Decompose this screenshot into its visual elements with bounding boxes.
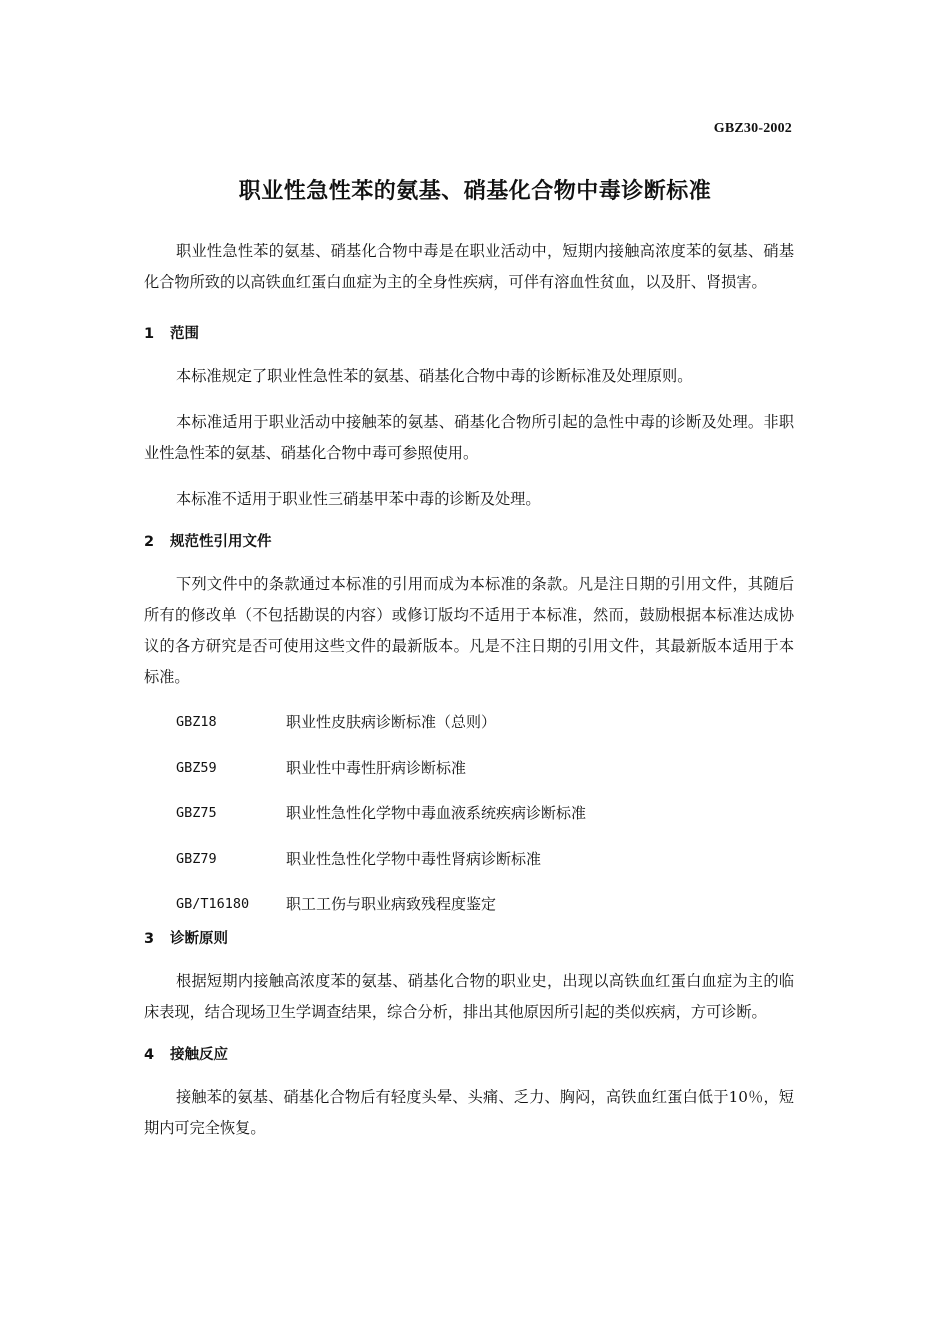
section-number: 3: [144, 931, 155, 947]
intro-paragraph: 职业性急性苯的氨基、硝基化合物中毒是在职业活动中，短期内接触高浓度苯的氨基、硝基化合物所致的以高铁血红蛋白血症为主的全身性疾病，可伴有溶血性贫血，以及肝、肾损害。: [144, 242, 794, 291]
document-code: GBZ30-2002: [713, 121, 792, 136]
reference-code: GB/T16180: [176, 896, 250, 912]
scope-paragraph: 本标准适用于职业活动中接触苯的氨基、硝基化合物所引起的急性中毒的诊断及处理。非职业性急性苯的氨基、硝基化合物中毒可参照使用。: [144, 413, 794, 462]
exposure-reaction-paragraph: 接触苯的氨基、硝基化合物后有轻度头晕、头痛、乏力、胸闷，高铁血红蛋白低于10％，短期内可完全恢复。: [144, 1088, 794, 1137]
reference-code: GBZ59: [176, 759, 217, 776]
reference-code: GBZ79: [176, 850, 217, 867]
document-title: 职业性急性苯的氨基、硝基化合物中毒诊断标准: [238, 179, 712, 204]
references-paragraph: 下列文件中的条款通过本标准的引用而成为本标准的条款。凡是注日期的引用文件，其随后所有的修改单（不包括勘误的内容）或修订版均不适用于本标准，然而，鼓励根据本标准达成协议的各方研究是否可使用这些文件的最新版本。凡是不注日期的引用文件，其最新版本适用于本标准。: [144, 575, 794, 686]
reference-title: 职业性急性化学物中毒性肾病诊断标准: [286, 849, 542, 868]
reference-title: 职业性急性化学物中毒血液系统疾病诊断标准: [286, 804, 587, 822]
reference-item: [144, 849, 794, 895]
reference-title: 职业性中毒性肝病诊断标准: [286, 758, 467, 777]
reference-list: [144, 712, 794, 929]
section-heading-exposure-reaction: [144, 1045, 794, 1065]
section-heading-normative-references: [144, 532, 794, 552]
reference-item: [144, 758, 794, 804]
diagnosis-principle-paragraph: 根据短期内接触高浓度苯的氨基、硝基化合物的职业史，出现以高铁血红蛋白血症为主的临床表现，结合现场卫生学调查结果，综合分析，排出其他原因所引起的类似疾病，方可诊断。: [144, 972, 794, 1021]
section-title: 范围: [170, 326, 199, 342]
section-number: 1: [144, 326, 155, 342]
scope-paragraph: 本标准不适用于职业性三硝基甲苯中毒的诊断及处理。: [176, 490, 541, 508]
section-title: 规范性引用文件: [170, 534, 272, 550]
reference-item: [144, 803, 794, 849]
reference-item: [144, 894, 794, 929]
reference-code: GBZ18: [176, 714, 217, 730]
scope-paragraph: 本标准规定了职业性急性苯的氨基、硝基化合物中毒的诊断标准及处理原则。: [176, 367, 693, 385]
section-heading-diagnosis-principle: [144, 929, 794, 949]
section-heading-scope: [144, 324, 794, 344]
section-number: 4: [144, 1047, 155, 1063]
section-title: 诊断原则: [170, 931, 228, 947]
reference-item: [144, 712, 794, 758]
reference-code: GBZ75: [176, 805, 217, 821]
document-body: [144, 236, 794, 1144]
reference-title: 职业性皮肤病诊断标准（总则）: [286, 713, 497, 731]
section-number: 2: [144, 534, 155, 550]
reference-title: 职工工伤与职业病致残程度鉴定: [286, 895, 497, 913]
section-title: 接触反应: [170, 1047, 228, 1063]
